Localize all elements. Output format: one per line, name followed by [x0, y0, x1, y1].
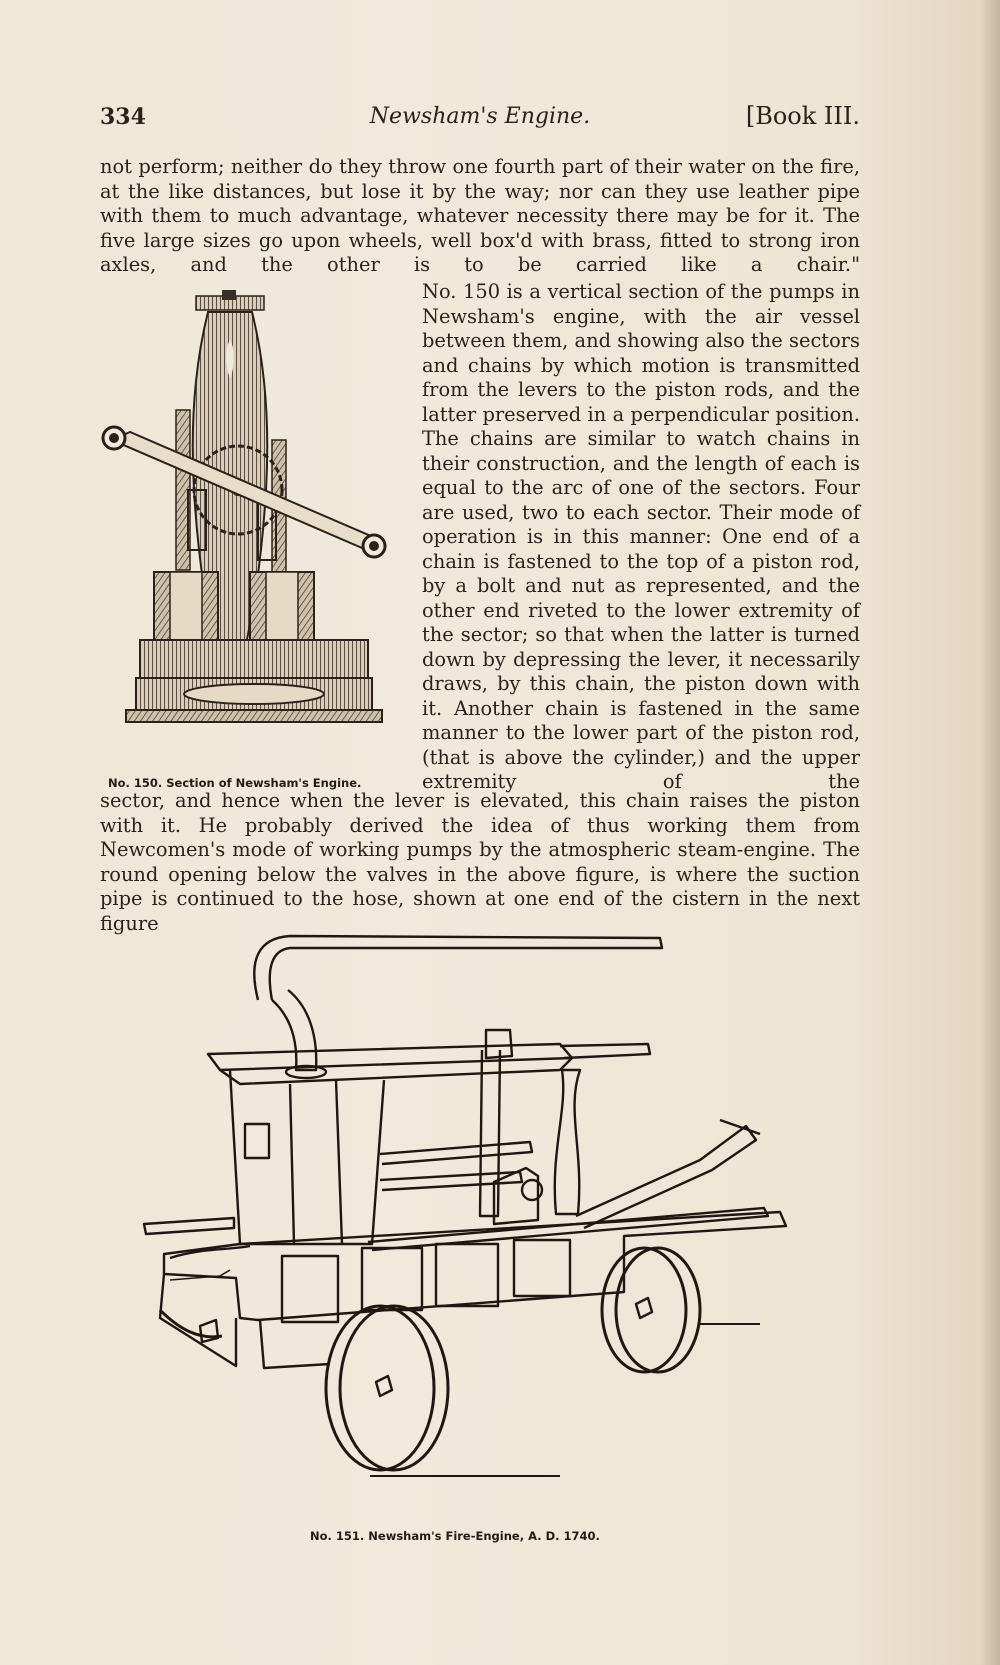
paragraph-figure-description: No. 150 is a vertical section of the pumps in Newsham's engine, with the air vessel between them, and showing also the sectors and chains by which motion is transmitted from the levers to the piston rods, and the latter preserved in a perpendicular position. The chains are similar to watch chains in their construction, and the length of each is equal to the arc of one of the sectors. Four are used, two to each sector. Their mode of operation is in this manner: One end of a chain is fastened to the top of a piston rod, by a bolt and nut as represented, and the other end riveted to the lower extremity of the sector; so that when the latter is turned down by depressing the lever, it necessarily draws, by this chain, the piston down with it. Another chain is fastened in the same manner to the lower part of the piston rod, (that is above the cylinder,) and the upper extremity of the	[422, 280, 860, 793]
figure-150-pump-section	[100, 290, 412, 760]
page-edge-shadow	[980, 0, 1000, 1665]
running-title: Newsham's Engine.	[369, 104, 591, 129]
book-label: [Book III.	[745, 102, 860, 130]
fire-engine-illustration	[140, 920, 840, 1540]
paragraph-top: not perform; neither do they throw one fourth part of their water on the fire, at the like distances, but lose it by the way; nor can they use leather pipe with them to much advantage, whatever necessity there may be for it. The five large sizes go upon wheels, well box'd with brass, fitted to strong iron axles, and the other is to be carried like a chair."	[100, 155, 860, 276]
figure-150-caption: No. 150. Section of Newsham's Engine.	[108, 776, 362, 790]
figure-151-caption: No. 151. Newsham's Fire-Engine, A. D. 1740.	[310, 1529, 600, 1543]
page-number: 334	[100, 104, 146, 130]
paragraph-bottom: sector, and hence when the lever is elevated, this chain raises the piston with it. He probably derived the idea of thus working them from Newcomen's mode of working pumps by the atmospheric steam-engine. The round opening below the valves in the above figure, is where the suction pipe is continued to the hose, shown at one end of the cistern in the next figure	[100, 789, 860, 935]
pump-section-illustration	[100, 290, 412, 760]
running-head	[100, 98, 860, 134]
figure-151-fire-engine	[140, 920, 840, 1540]
